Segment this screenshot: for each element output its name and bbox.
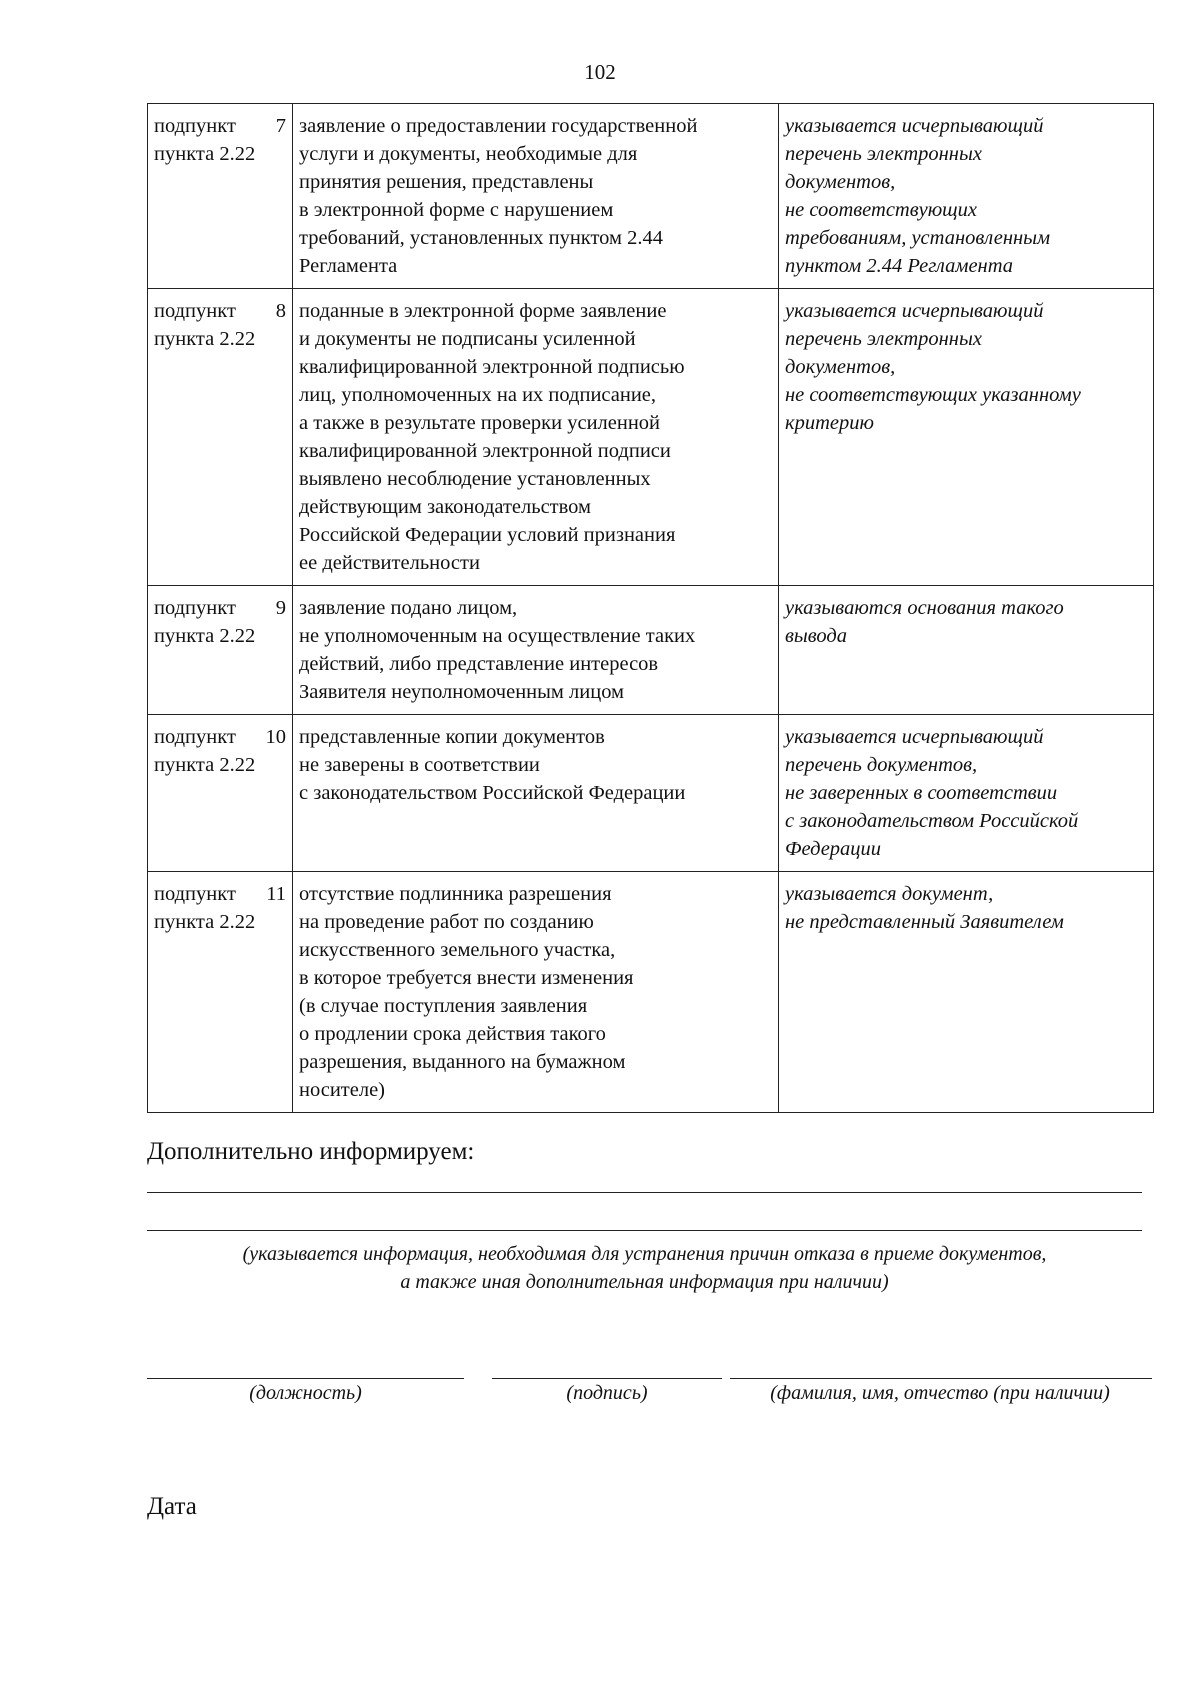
table-row bbox=[148, 104, 1154, 289]
signature-line bbox=[492, 1378, 722, 1379]
additional-info-line-2 bbox=[147, 1230, 1142, 1231]
note-line: документов, bbox=[785, 356, 896, 378]
reason-cell bbox=[293, 104, 779, 289]
table-row bbox=[148, 872, 1154, 1113]
note-line: требованиям, установленным bbox=[785, 227, 1051, 249]
note-line: перечень электронных bbox=[785, 328, 982, 350]
reason-cell bbox=[293, 289, 779, 586]
reason-line: квалифицированной электронной подписью bbox=[299, 356, 685, 378]
note-line: не соответствующих указанному bbox=[785, 384, 1081, 406]
clause-number: 8 bbox=[275, 300, 286, 322]
additional-info-label: Дополнительно информируем: bbox=[147, 1138, 475, 1165]
clause-cell bbox=[148, 715, 293, 872]
reason-line: отсутствие подлинника разрешения bbox=[299, 883, 612, 905]
reason-line: заявление подано лицом, bbox=[299, 597, 518, 619]
name-caption: (фамилия, имя, отчество (при наличии) bbox=[770, 1382, 1110, 1404]
reason-line: не уполномоченным на осуществление таких bbox=[299, 625, 696, 647]
reason-line: выявлено несоблюдение установленных bbox=[299, 468, 651, 490]
clause-cell bbox=[148, 872, 293, 1113]
note-line: документов, bbox=[785, 171, 896, 193]
clause-word: подпункт bbox=[154, 597, 236, 619]
reason-line: а также в результате проверки усиленной bbox=[299, 412, 661, 434]
signature-caption: (подпись) bbox=[566, 1382, 648, 1404]
clause-word: подпункт bbox=[154, 115, 236, 137]
date-label: Дата bbox=[147, 1493, 197, 1520]
reason-line: в электронной форме с нарушением bbox=[299, 199, 614, 221]
reason-cell bbox=[293, 715, 779, 872]
note-line: перечень электронных bbox=[785, 143, 982, 165]
clause-cell bbox=[148, 586, 293, 715]
clause-number: 7 bbox=[275, 115, 286, 137]
reason-line: не заверены в соответствии bbox=[299, 754, 540, 776]
name-line bbox=[730, 1378, 1152, 1379]
note-cell bbox=[779, 872, 1154, 1113]
reason-line: разрешения, выданного на бумажном bbox=[299, 1051, 626, 1073]
additional-info-hint bbox=[147, 1240, 1142, 1296]
clause-paragraph: пункта 2.22 bbox=[154, 625, 256, 647]
table-row bbox=[148, 715, 1154, 872]
reason-line: принятия решения, представлены bbox=[299, 171, 594, 193]
reason-line: услуги и документы, необходимые для bbox=[299, 143, 638, 165]
reason-line: (в случае поступления заявления bbox=[299, 995, 588, 1017]
clause-word: подпункт bbox=[154, 883, 236, 905]
reason-line: и документы не подписаны усиленной bbox=[299, 328, 636, 350]
reason-line: действующим законодательством bbox=[299, 496, 592, 518]
clause-word: подпункт bbox=[154, 726, 236, 748]
clause-number: 11 bbox=[266, 883, 286, 905]
note-line: указывается исчерпывающий bbox=[785, 115, 1044, 137]
reason-line: о продлении срока действия такого bbox=[299, 1023, 606, 1045]
clause-number: 9 bbox=[275, 597, 286, 619]
note-line: указывается документ, bbox=[785, 883, 994, 905]
reason-line: представленные копии документов bbox=[299, 726, 605, 748]
note-line: указываются основания такого bbox=[785, 597, 1064, 619]
note-line: вывода bbox=[785, 625, 848, 647]
note-line: перечень документов, bbox=[785, 754, 978, 776]
reason-cell bbox=[293, 586, 779, 715]
note-line: не заверенных в соответствии bbox=[785, 782, 1058, 804]
reason-line: ее действительности bbox=[299, 552, 480, 574]
clause-paragraph: пункта 2.22 bbox=[154, 911, 256, 933]
note-cell bbox=[779, 586, 1154, 715]
hint-line: а также иная дополнительная информация при наличии) bbox=[400, 1271, 889, 1293]
note-line: Федерации bbox=[785, 838, 882, 860]
note-line: с законодательством Российской bbox=[785, 810, 1079, 832]
clause-cell bbox=[148, 104, 293, 289]
note-line: критерию bbox=[785, 412, 874, 434]
refusal-grounds-table bbox=[147, 103, 1154, 1113]
position-line bbox=[147, 1378, 464, 1379]
reason-line: носителе) bbox=[299, 1079, 386, 1101]
reason-line: Заявителя неуполномоченным лицом bbox=[299, 681, 625, 703]
hint-line: (указывается информация, необходимая для устранения причин отказа в приеме документов, bbox=[242, 1243, 1047, 1265]
note-cell bbox=[779, 104, 1154, 289]
note-line: не соответствующих bbox=[785, 199, 977, 221]
clause-cell bbox=[148, 289, 293, 586]
clause-paragraph: пункта 2.22 bbox=[154, 143, 256, 165]
reason-line: заявление о предоставлении государственной bbox=[299, 115, 698, 137]
reason-line: на проведение работ по созданию bbox=[299, 911, 594, 933]
reason-line: требований, установленных пунктом 2.44 bbox=[299, 227, 664, 249]
reason-line: лиц, уполномоченных на их подписание, bbox=[299, 384, 657, 406]
clause-number: 10 bbox=[265, 726, 286, 748]
note-line: указывается исчерпывающий bbox=[785, 726, 1044, 748]
clause-word: подпункт bbox=[154, 300, 236, 322]
reason-line: квалифицированной электронной подписи bbox=[299, 440, 671, 462]
reason-line: искусственного земельного участка, bbox=[299, 939, 616, 961]
additional-info-line-1 bbox=[147, 1192, 1142, 1193]
table-row bbox=[148, 586, 1154, 715]
note-cell bbox=[779, 715, 1154, 872]
reason-line: поданные в электронной форме заявление bbox=[299, 300, 667, 322]
reason-line: действий, либо представление интересов bbox=[299, 653, 659, 675]
clause-paragraph: пункта 2.22 bbox=[154, 754, 256, 776]
reason-line: в которое требуется внести изменения bbox=[299, 967, 634, 989]
clause-paragraph: пункта 2.22 bbox=[154, 328, 256, 350]
page-number: 102 bbox=[584, 60, 616, 84]
position-caption: (должность) bbox=[249, 1382, 362, 1404]
reason-line: Регламента bbox=[299, 255, 398, 277]
note-line: указывается исчерпывающий bbox=[785, 300, 1044, 322]
reason-line: Российской Федерации условий признания bbox=[299, 524, 676, 546]
note-line: пунктом 2.44 Регламента bbox=[785, 255, 1014, 277]
reason-cell bbox=[293, 872, 779, 1113]
reason-line: с законодательством Российской Федерации bbox=[299, 782, 686, 804]
note-cell bbox=[779, 289, 1154, 586]
table-row bbox=[148, 289, 1154, 586]
note-line: не представленный Заявителем bbox=[785, 911, 1064, 933]
